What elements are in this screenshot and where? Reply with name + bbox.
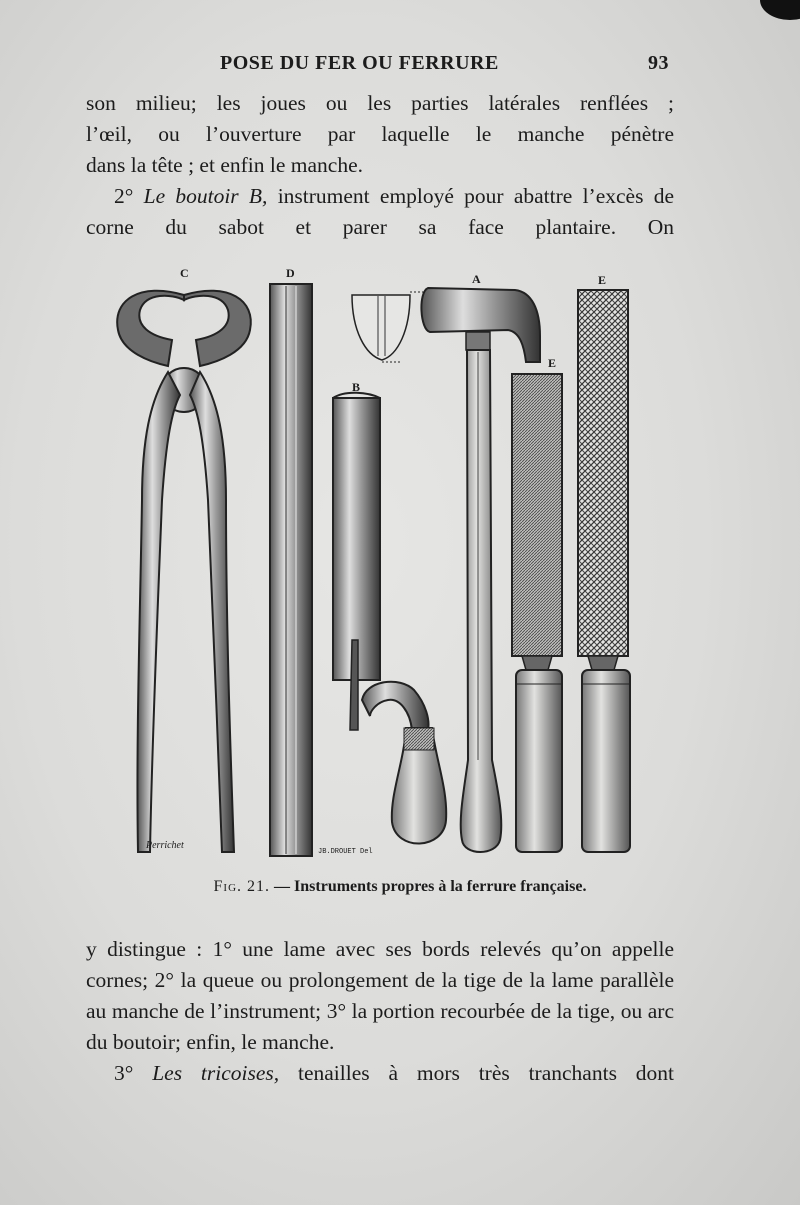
coarse-rasp-drawing	[578, 290, 630, 852]
rod-drawing	[270, 284, 312, 856]
label-d: D	[286, 266, 295, 280]
running-header: POSE DU FER OU FERRURE	[220, 52, 499, 74]
pincers-drawing	[117, 291, 251, 852]
item-3-text: tenailles à mors très tranchants dont	[279, 1061, 674, 1085]
item-2-term: Le boutoir B,	[143, 184, 268, 208]
figure-number: Fig. 21.	[213, 878, 271, 895]
paragraph: y distingue : 1° une lame avec ses bords relevés qu’on appelle cornes; 2° la queue ou prolongement de la tige de la lame parallèle au manche de l’instrument; 3° la portion recourbée de la tige, ou arc du boutoir; enfin, le manche.	[86, 937, 674, 1054]
item-3-number: 3°	[114, 1061, 134, 1085]
label-c: C	[180, 266, 189, 280]
artist-signature: Perrichet	[146, 840, 184, 851]
text-line: dans la tête ; et enfin le manche.	[86, 153, 363, 177]
caption-text: Instruments propres à la ferrure française.	[294, 878, 587, 895]
label-a: A	[472, 272, 481, 286]
text-line: son milieu; les joues ou les parties latérales renflées ;	[86, 91, 674, 115]
item-2-number: 2°	[114, 184, 134, 208]
page-number: 93	[648, 52, 669, 74]
bottom-text-block	[86, 934, 674, 1089]
engraver-credit: JB.DROUET Del	[318, 848, 373, 856]
item-3-paragraph	[86, 1058, 674, 1089]
text-line: l’œil, ou l’ouverture par laquelle le manche pénètre	[86, 122, 674, 146]
item-2-text: instrument employé pour abattre l’excès de corne du sabot et parer sa face plantaire. On	[86, 184, 674, 239]
caption-dash: —	[270, 878, 295, 895]
figure-caption	[0, 878, 800, 896]
label-e-coarse: E	[598, 273, 607, 287]
label-b: B	[352, 380, 361, 394]
smooth-rasp-drawing	[512, 374, 562, 852]
label-e-smooth: E	[548, 356, 557, 370]
item-3-term: Les tricoises,	[152, 1061, 280, 1085]
boutoir-drawing	[333, 292, 446, 844]
